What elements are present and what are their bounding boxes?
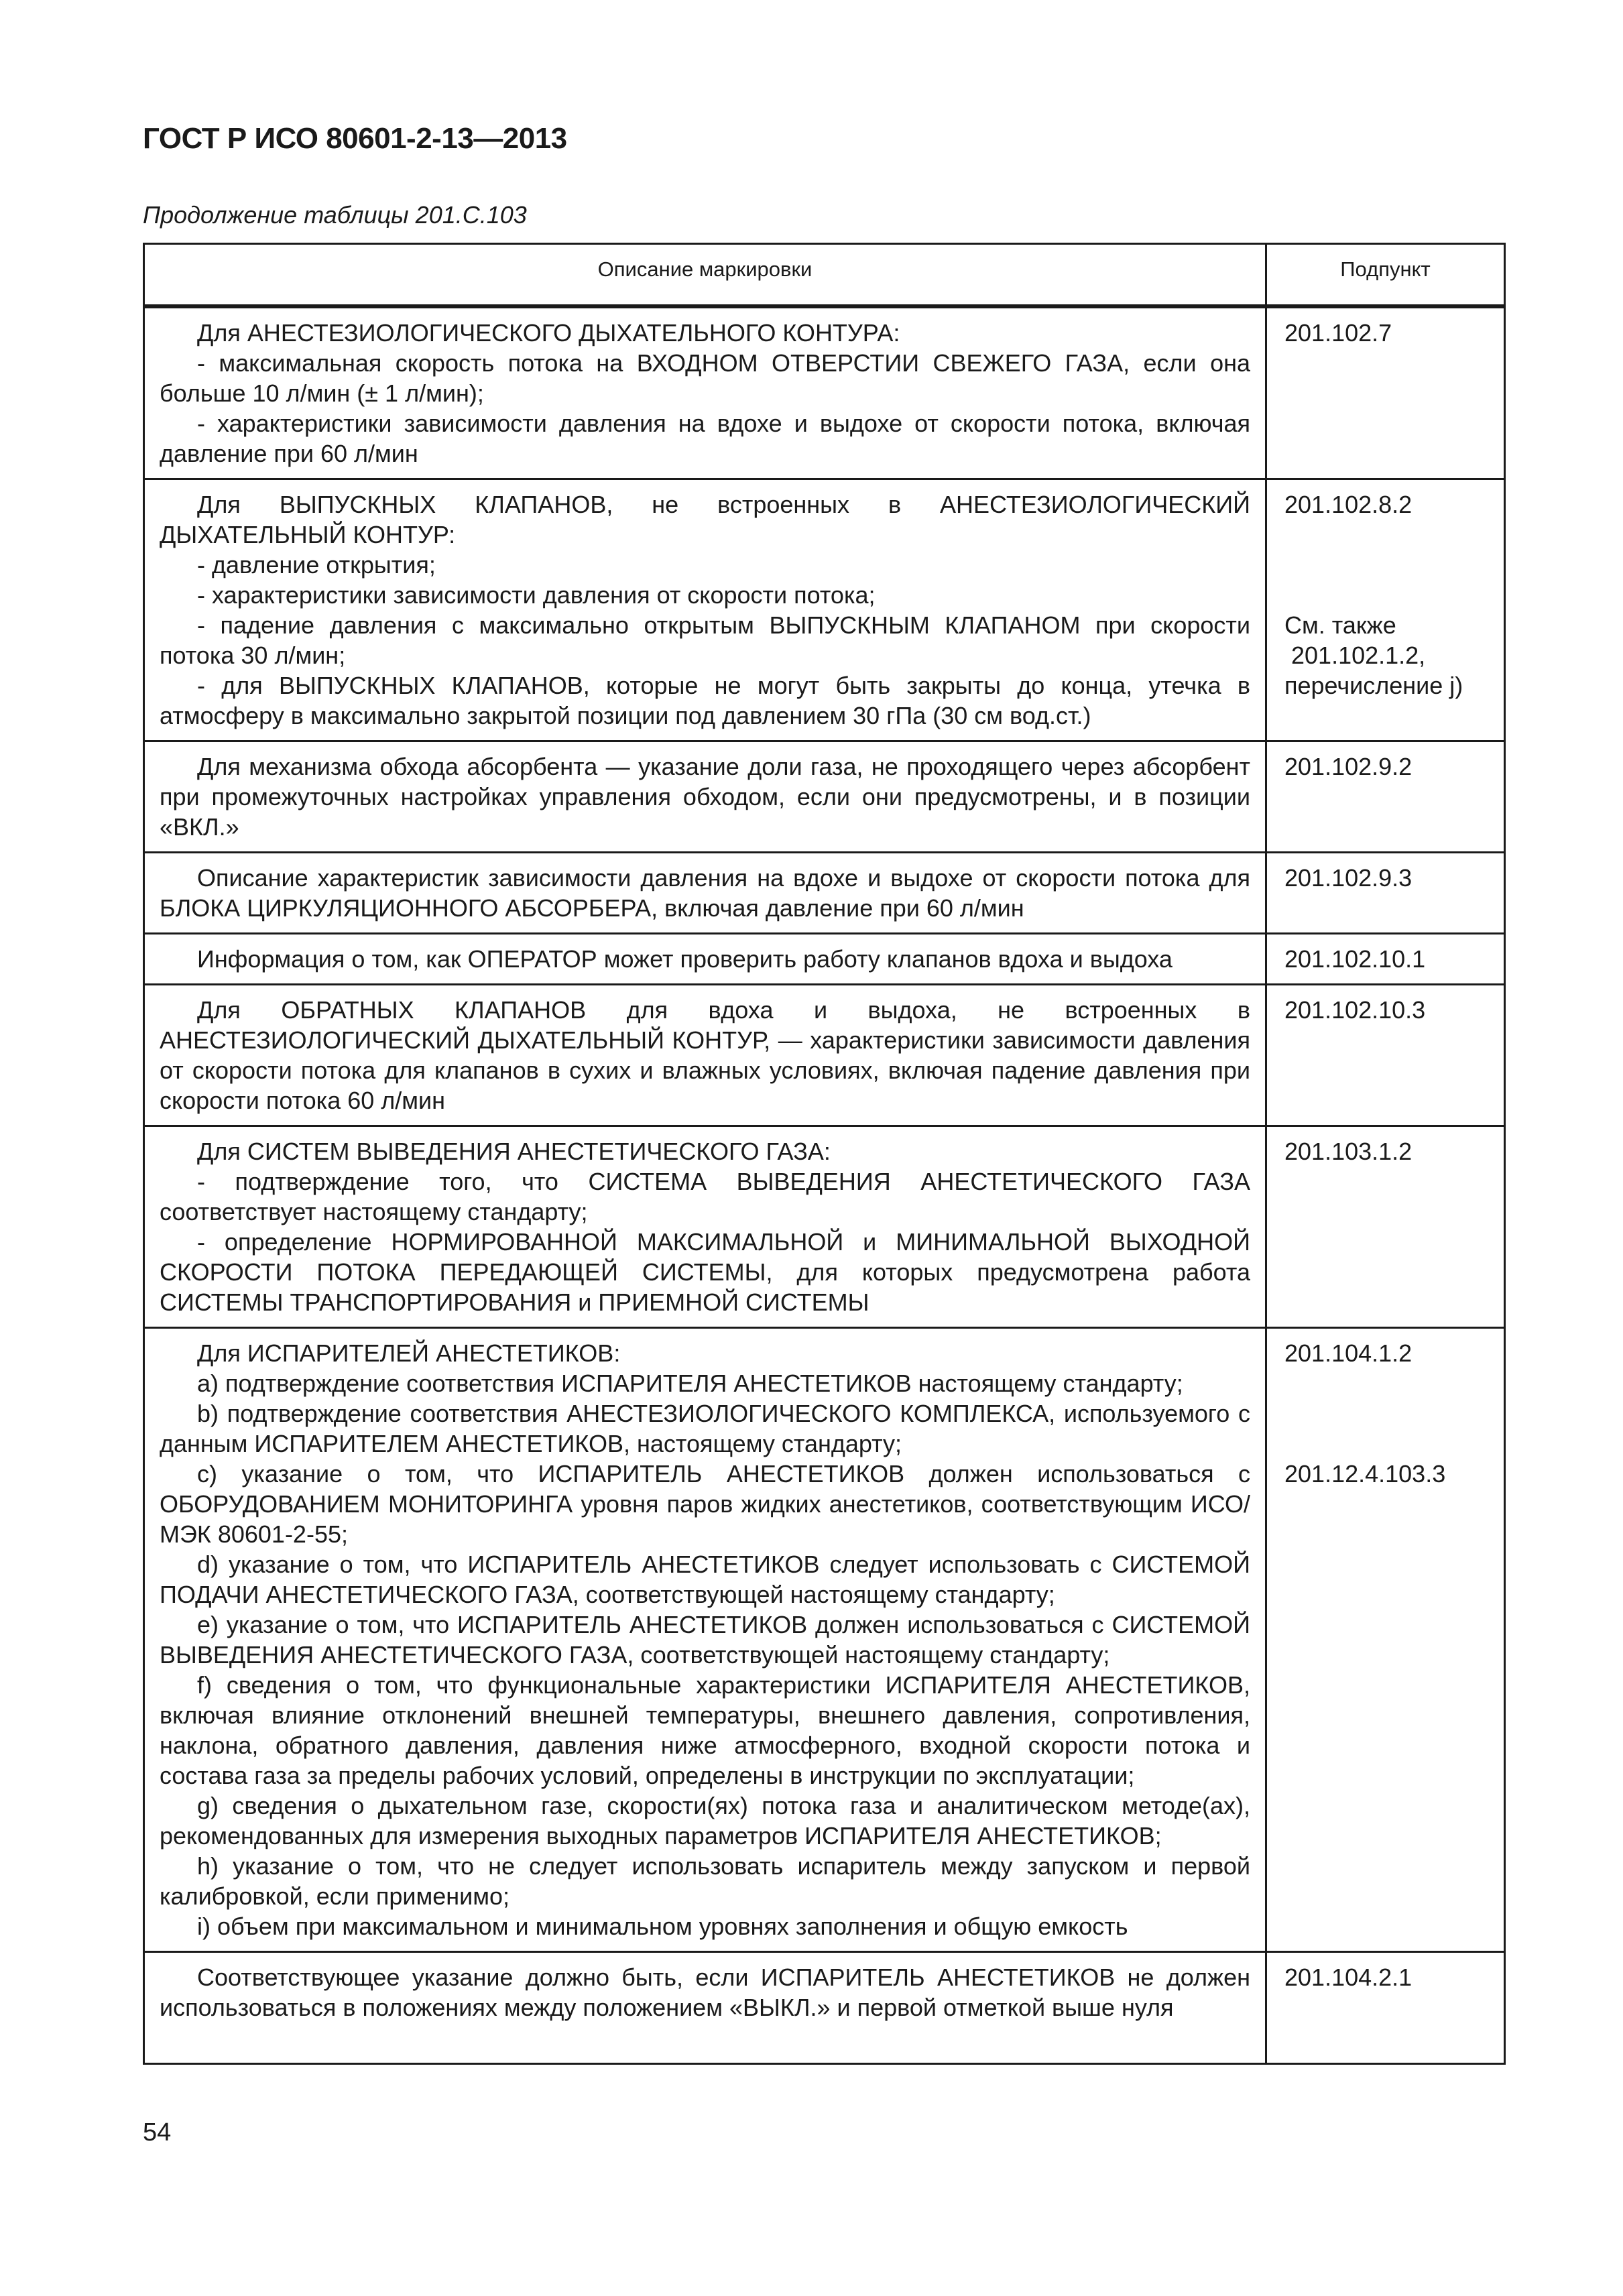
subclause-line [1284,550,1490,580]
subclause-line [1284,1398,1490,1429]
description-paragraph: c) указание о том, что ИСПАРИТЕЛЬ АНЕСТЕТИКОВ должен использоваться с ОБОРУДОВАНИЕМ МОНИТОРИНГА уровня паров жидких анестетиков, соответствующим ИСО/МЭК 80601-2-55; [160,1460,1250,1548]
marking-description [144,985,1266,1126]
description-paragraph: Описание характеристик зависимости давления на вдохе и выдохе от скорости потока для БЛОКА ЦИРКУЛЯЦИОННОГО АБСОРБЕРА, включая давление при 60 л/мин [160,864,1250,922]
subclause-line [1284,1429,1490,1459]
subclause-line: 201.12.4.103.3 [1284,1460,1446,1488]
table-caption: Продолжение таблицы 201.C.103 [143,201,527,229]
description-paragraph: a) подтверждение соответствия ИСПАРИТЕЛЯ АНЕСТЕТИКОВ настоящему стандарту; [197,1370,1183,1397]
subclause-line: См. также [1284,611,1396,639]
subclause-reference [1266,985,1505,1126]
subclause-reference [1266,306,1505,479]
table-row [144,985,1505,1126]
table-row [144,306,1505,479]
description-paragraph: Для ОБРАТНЫХ КЛАПАНОВ для вдоха и выдоха, не встроенных в АНЕСТЕЗИОЛОГИЧЕСКИЙ ДЫХАТЕЛЬНЫЙ КОНТУР, — характеристики зависимости давления от скорости потока для клапанов в сухих и влажных условиях, включая падение давления при скорости потока 60 л/мин [160,996,1250,1114]
description-paragraph: Для АНЕСТЕЗИОЛОГИЧЕСКОГО ДЫХАТЕЛЬНОГО КОНТУРА: [197,319,900,347]
column-header-description: Описание маркировки [144,244,1266,307]
subclause-line: 201.102.10.3 [1284,996,1426,1024]
description-paragraph: b) подтверждение соответствия АНЕСТЕЗИОЛОГИЧЕСКОГО КОМПЛЕКСА, используемого с данным ИСПАРИТЕЛЕМ АНЕСТЕТИКОВ, настоящему стандарту; [160,1400,1250,1457]
marking-description [144,1126,1266,1328]
subclause-line [1284,1368,1490,1398]
subclause-reference [1266,1328,1505,1952]
marking-description [144,934,1266,985]
table-header-row [144,244,1505,307]
table-row [144,1952,1505,2064]
subclause-reference [1266,1126,1505,1328]
description-paragraph: Для СИСТЕМ ВЫВЕДЕНИЯ АНЕСТЕТИЧЕСКОГО ГАЗА: [197,1138,831,1165]
description-paragraph: Для механизма обхода абсорбента — указание доли газа, не проходящего через абсорбент при промежуточных настройках управления обходом, если они предусмотрены, и в позиции «ВКЛ.» [160,753,1250,841]
table-row [144,853,1505,934]
description-paragraph: - определение НОРМИРОВАННОЙ МАКСИМАЛЬНОЙ и МИНИМАЛЬНОЙ ВЫХОДНОЙ СКОРОСТИ ПОТОКА ПЕРЕДАЮЩЕЙ СИСТЕМЫ, для которых предусмотрена работа СИСТЕМЫ ТРАНСПОРТИРОВАНИЯ и ПРИЕМНОЙ СИСТЕМЫ [160,1228,1250,1316]
description-paragraph: Для ИСПАРИТЕЛЕЙ АНЕСТЕТИКОВ: [197,1339,621,1367]
marking-description [144,741,1266,853]
subclause-reference [1266,479,1505,741]
marking-description [144,853,1266,934]
document-header: ГОСТ Р ИСО 80601-2-13—2013 [143,122,567,155]
marking-description [144,1328,1266,1952]
subclause-line: 201.103.1.2 [1284,1138,1412,1165]
description-paragraph: Для ВЫПУСКНЫХ КЛАПАНОВ, не встроенных в АНЕСТЕЗИОЛОГИЧЕСКИЙ ДЫХАТЕЛЬНЫЙ КОНТУР: [160,491,1250,548]
table-row [144,1328,1505,1952]
subclause-line [1284,520,1490,550]
subclause-reference [1266,934,1505,985]
table-row [144,1126,1505,1328]
marking-table [143,243,1506,2065]
subclause-line [1284,580,1490,610]
description-paragraph: i) объем при максимальном и минимальном уровнях заполнения и общую емкость [197,1913,1128,1940]
subclause-line: 201.102.7 [1284,319,1392,347]
subclause-line: 201.102.9.2 [1284,753,1412,780]
table-row [144,479,1505,741]
subclause-reference [1266,853,1505,934]
description-paragraph: Соответствующее указание должно быть, если ИСПАРИТЕЛЬ АНЕСТЕТИКОВ не должен использоваться в положениях между положением «ВЫКЛ.» и первой отметкой выше нуля [160,1963,1250,2021]
table-row [144,934,1505,985]
description-paragraph: - максимальная скорость потока на ВХОДНОМ ОТВЕРСТИИ СВЕЖЕГО ГАЗА, если она больше 10 л/мин (± 1 л/мин); [160,349,1250,407]
description-paragraph: - для ВЫПУСКНЫХ КЛАПАНОВ, которые не могут быть закрыты до конца, утечка в атмосферу в максимально закрытой позиции под давлением 30 гПа (30 см вод.ст.) [160,672,1250,729]
subclause-reference [1266,741,1505,853]
description-paragraph: - характеристики зависимости давления от скорости потока; [197,581,876,609]
marking-description [144,306,1266,479]
subclause-line: 201.104.1.2 [1284,1339,1412,1367]
marking-description [144,1952,1266,2064]
subclause-line: перечисление j) [1284,672,1463,699]
marking-description [144,479,1266,741]
subclause-line: 201.102.1.2, [1284,642,1426,669]
description-paragraph: - давление открытия; [197,551,436,579]
subclause-line: 201.102.10.1 [1284,945,1426,973]
page-number: 54 [143,2118,172,2147]
description-paragraph: g) сведения о дыхательном газе, скорости(ях) потока газа и аналитическом методе(ах), рекомендованных для измерения выходных параметров ИСПАРИТЕЛЯ АНЕСТЕТИКОВ; [160,1792,1250,1850]
description-paragraph: - падение давления с максимально открытым ВЫПУСКНЫМ КЛАПАНОМ при скорости потока 30 л/мин; [160,611,1250,669]
description-paragraph: d) указание о том, что ИСПАРИТЕЛЬ АНЕСТЕТИКОВ следует использовать с СИСТЕМОЙ ПОДАЧИ АНЕСТЕТИЧЕСКОГО ГАЗА, соответствующей настоящему стандарту; [160,1551,1250,1608]
description-paragraph: - подтверждение того, что СИСТЕМА ВЫВЕДЕНИЯ АНЕСТЕТИЧЕСКОГО ГАЗА соответствует настоящему стандарту; [160,1168,1250,1225]
table-row [144,741,1505,853]
subclause-line: 201.102.8.2 [1284,491,1412,518]
subclause-line: 201.104.2.1 [1284,1963,1412,1991]
subclause-reference [1266,1952,1505,2064]
description-paragraph: h) указание о том, что не следует использовать испаритель между запуском и первой калибровкой, если применимо; [160,1852,1250,1910]
description-paragraph: e) указание о том, что ИСПАРИТЕЛЬ АНЕСТЕТИКОВ должен использоваться с СИСТЕМОЙ ВЫВЕДЕНИЯ АНЕСТЕТИЧЕСКОГО ГАЗА, соответствующей настоящему стандарту; [160,1611,1250,1669]
description-paragraph: f) сведения о том, что функциональные характеристики ИСПАРИТЕЛЯ АНЕСТЕТИКОВ, включая влияние отклонений внешней температуры, внешнего давления, сопротивления, наклона, обратного давления, давления ниже атмосферного, входной скорости потока и состава газа за пределы рабочих условий, определены в инструкции по эксплуатации; [160,1671,1250,1789]
column-header-subclause: Подпункт [1266,244,1505,307]
description-paragraph: Информация о том, как ОПЕРАТОР может проверить работу клапанов вдоха и выдоха [197,945,1173,973]
subclause-line: 201.102.9.3 [1284,864,1412,892]
description-paragraph: - характеристики зависимости давления на вдохе и выдохе от скорости потока, включая давление при 60 л/мин [160,410,1250,467]
